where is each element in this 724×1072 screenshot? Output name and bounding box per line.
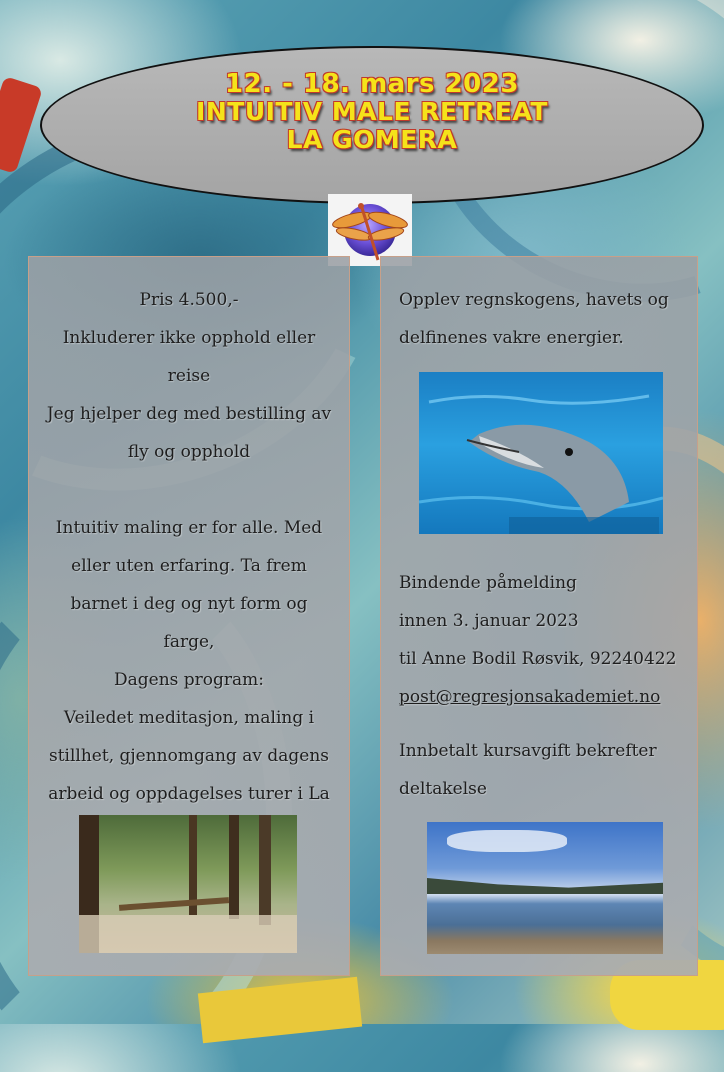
signup-title: Bindende påmelding <box>399 573 577 593</box>
description-line: Intuitiv maling er for alle. Med <box>55 518 323 538</box>
contact-line: til Anne Bodil Røsvik, 92240422 <box>399 649 677 669</box>
signup-deadline: innen 3. januar 2023 <box>399 611 579 631</box>
dolphin-illustration <box>419 372 663 534</box>
spacer <box>399 716 676 732</box>
intro-line: Opplev regnskogens, havets og <box>399 290 669 310</box>
dolphin-photo <box>419 372 663 534</box>
description-line: stillhet, gjennomgang av dagens <box>48 746 329 766</box>
exclusion-line: Inkluderer ikke opphold eller <box>62 328 316 348</box>
spacer <box>43 471 335 509</box>
info-panel-right <box>380 256 698 976</box>
description-line: arbeid og oppdagelses turer i La <box>48 784 330 804</box>
event-location: LA GOMERA <box>286 125 458 154</box>
help-line: Jeg hjelper deg med bestilling av <box>46 404 332 424</box>
info-panel-left <box>28 256 350 976</box>
event-title: INTUITIV MALE RETREAT <box>196 97 548 126</box>
help-line: fly og opphold <box>127 442 251 462</box>
description-line: eller uten erfaring. Ta frem <box>71 556 307 576</box>
signup-details <box>381 540 690 808</box>
registration-info <box>381 257 697 357</box>
description-line: Dagens program: <box>113 670 265 690</box>
event-dates: 12. - 18. mars 2023 <box>225 69 519 99</box>
intro-line: delfinenes vakre energier. <box>399 328 624 348</box>
course-info <box>29 257 349 851</box>
email-link[interactable]: post@regresjonsakademiet.no <box>399 687 661 707</box>
price: Pris 4.500,- <box>139 290 239 310</box>
description-line: barnet i deg og nyt form og farge, <box>70 594 308 652</box>
confirmation-line: Innbetalt kursavgift bekrefter <box>399 741 657 761</box>
exclusion-line: reise <box>167 366 211 386</box>
title-banner <box>40 46 704 204</box>
beach-photo <box>427 822 663 954</box>
forest-photo <box>79 815 297 953</box>
description-line: Veiledet meditasjon, maling i <box>63 708 315 728</box>
confirmation-line: deltakelse <box>399 779 487 799</box>
